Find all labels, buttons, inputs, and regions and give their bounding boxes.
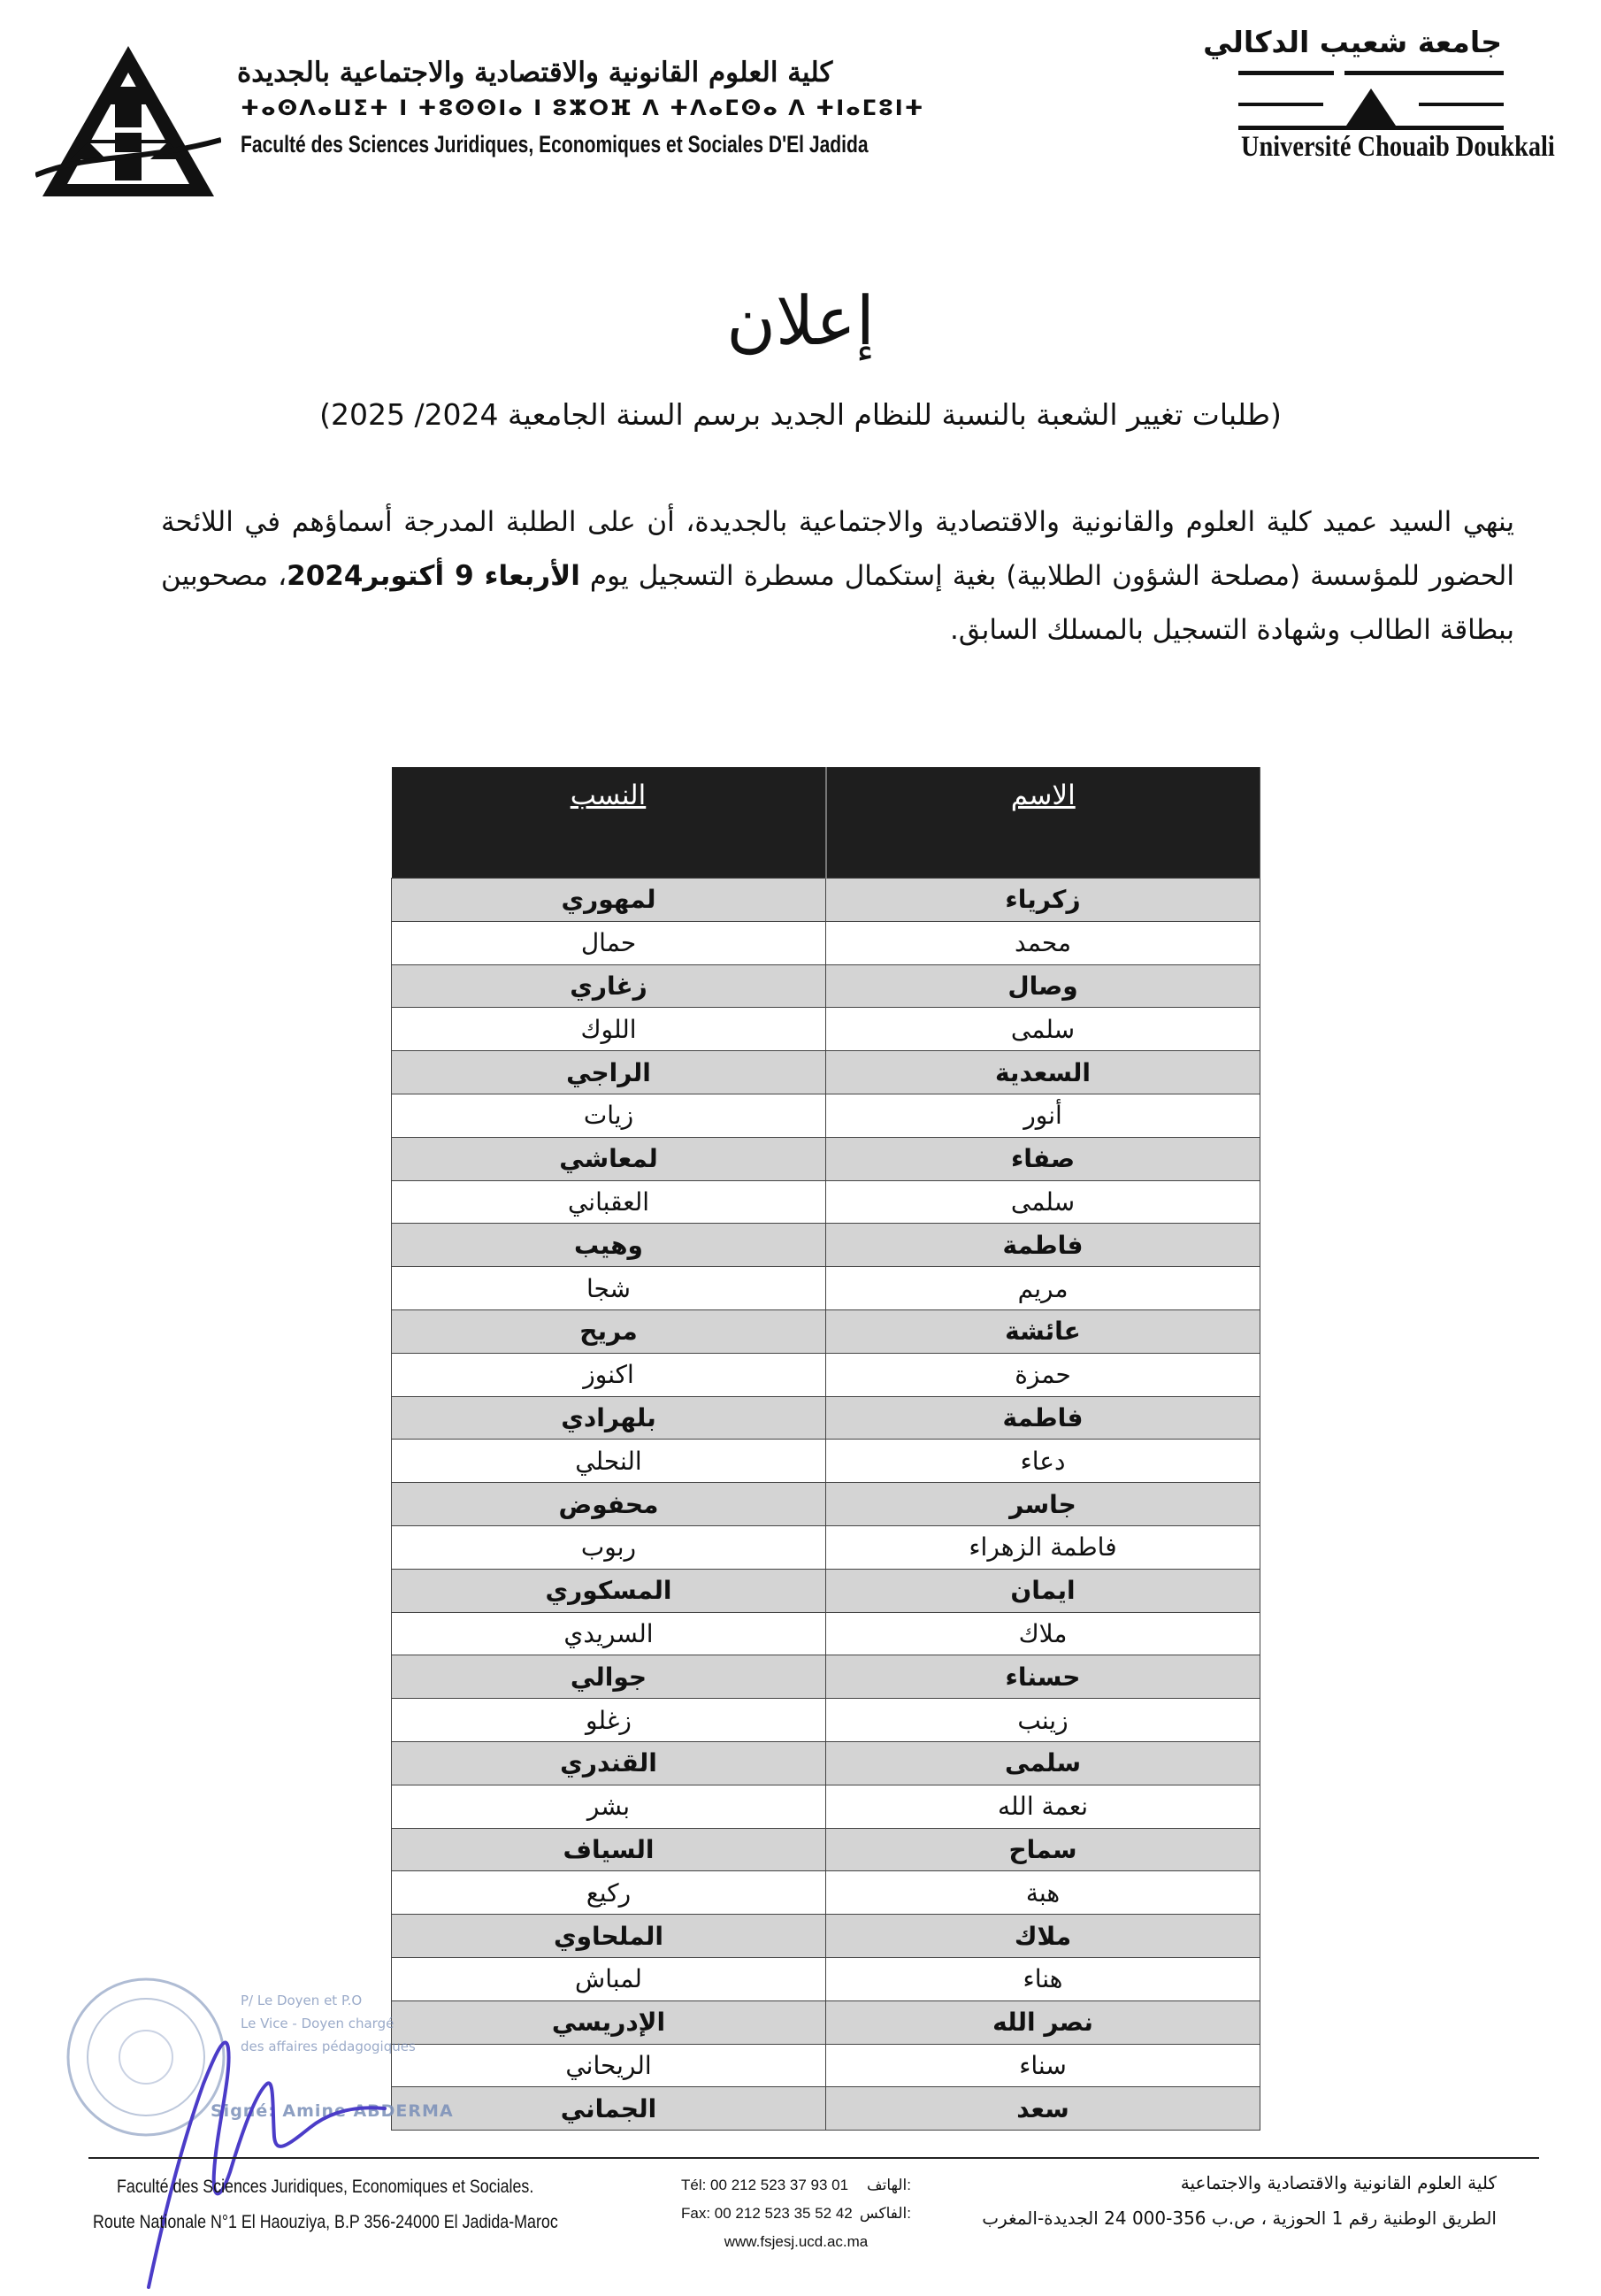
- cell-last-name: محفوض: [392, 1483, 826, 1526]
- cell-last-name: الريحاني: [392, 2044, 826, 2087]
- footer-divider: [88, 2157, 1539, 2159]
- table-row: [392, 921, 1260, 964]
- cell-last-name: العقباني: [392, 1180, 826, 1224]
- cell-first-name: فاطمة: [826, 1396, 1260, 1440]
- table-row: [392, 1396, 1260, 1440]
- university-logo: [1238, 64, 1504, 138]
- table-row: [392, 1785, 1260, 1828]
- cell-first-name: ايمان: [826, 1569, 1260, 1612]
- cell-last-name: وهيب: [392, 1224, 826, 1267]
- body-text-part1: ينهي السيد عميد كلية العلوم والقانونية والاقتصادية والاجتماعية بالجديدة، أن على الطلبة المدرجة أسماؤهم في اللائحة الحضور للمؤسسة (مصلحة الشؤون الطلابية) بغية إستكمال مسطرة التسجيل يوم: [161, 506, 1514, 592]
- body-text-part2: ، مصحوبين ببطاقة الطالب وشهادة التسجيل بالمسلك السابق.: [161, 560, 1514, 646]
- table-row: [392, 1224, 1260, 1267]
- table-row: [392, 1699, 1260, 1742]
- table-row: [392, 1051, 1260, 1094]
- cell-first-name: سلمى: [826, 1008, 1260, 1051]
- table-row: [392, 1569, 1260, 1612]
- footer-faculty-ar: كلية العلوم القانونية والاقتصادية والاجتماعية: [1180, 2172, 1497, 2193]
- table-row: [392, 1525, 1260, 1569]
- cell-last-name: اكنوز: [392, 1353, 826, 1396]
- faculty-logo: [35, 42, 221, 200]
- cell-first-name: فاطمة: [826, 1224, 1260, 1267]
- cell-last-name: القندري: [392, 1741, 826, 1785]
- cell-first-name: نعمة الله: [826, 1785, 1260, 1828]
- cell-last-name: النحلي: [392, 1440, 826, 1483]
- cell-first-name: سلمى: [826, 1180, 1260, 1224]
- cell-first-name: هناء: [826, 1957, 1260, 2000]
- cell-last-name: شجا: [392, 1267, 826, 1310]
- footer-address-ar: الطريق الوطنية رقم 1 الحوزية ، ص.ب 356-000 24 الجديدة-المغرب: [982, 2208, 1497, 2229]
- table-row: [392, 1267, 1260, 1310]
- cell-first-name: ملاك: [826, 1915, 1260, 1958]
- footer-faculty-fr: Faculté des Sciences Juridiques, Economiques et Sociales.: [117, 2177, 534, 2197]
- footer-fax-ar: الفاكس:: [859, 2205, 911, 2222]
- cell-last-name: لمباش: [392, 1957, 826, 2000]
- cell-first-name: سعد: [826, 2087, 1260, 2131]
- table-row: [392, 1828, 1260, 1871]
- table-row: [392, 1137, 1260, 1180]
- footer-website[interactable]: www.fsjesj.ucd.ac.ma: [724, 2233, 869, 2250]
- cell-last-name: زغلو: [392, 1699, 826, 1742]
- column-header-first-name: الاسم: [826, 767, 1260, 879]
- cell-first-name: دعاء: [826, 1440, 1260, 1483]
- table-row: [392, 1655, 1260, 1699]
- cell-first-name: حمزة: [826, 1353, 1260, 1396]
- cell-last-name: زيات: [392, 1094, 826, 1137]
- cell-first-name: سماح: [826, 1828, 1260, 1871]
- cell-first-name: زينب: [826, 1699, 1260, 1742]
- table-row: [392, 2044, 1260, 2087]
- cell-last-name: بلهرادي: [392, 1396, 826, 1440]
- body-date-bold: الأربعاء 9 أكتوبر2024: [287, 560, 580, 592]
- cell-last-name: ركيع: [392, 1871, 826, 1915]
- cell-last-name: السياف: [392, 1828, 826, 1871]
- faculty-name-french: Faculté des Sciences Juridiques, Economiques et Sociales D'El Jadida: [241, 131, 869, 157]
- footer-fax: Fax: 00 212 523 35 52 42: [681, 2205, 853, 2222]
- table-row: [392, 1915, 1260, 1958]
- table-row: [392, 2000, 1260, 2044]
- stamp-line-3: des affaires pédagogiques: [241, 2039, 416, 2054]
- cell-first-name: ملاك: [826, 1612, 1260, 1655]
- cell-first-name: زكرياء: [826, 879, 1260, 922]
- stamp-line-2: Le Vice - Doyen chargé: [241, 2016, 395, 2031]
- footer-tel: Tél: 00 212 523 37 93 01: [681, 2177, 849, 2193]
- footer-address-fr: Route Nationale N°1 El Haouziya, B.P 356-24000 El Jadida-Maroc: [93, 2212, 558, 2232]
- handwritten-signature: [133, 1995, 398, 2296]
- footer-contact: [681, 2171, 911, 2256]
- table-header-row: [392, 767, 1260, 879]
- cell-last-name: السريدي: [392, 1612, 826, 1655]
- cell-last-name: زغاري: [392, 964, 826, 1008]
- cell-first-name: عائشة: [826, 1309, 1260, 1353]
- faculty-name-tifinagh: ⵜⴰⵙⴷⴰⵡⵉⵜ ⵏ ⵜⵓⵙⵙⵏⴰ ⵏ ⵓⵣⵔⴼ ⴷ ⵜⴷⴰⵎⵙⴰ ⴷ ⵜⵏⴰⵎⵓⵏⵜ: [241, 96, 925, 120]
- cell-first-name: جاسر: [826, 1483, 1260, 1526]
- university-name-arabic: جامعة شعيب الدكالي: [1203, 25, 1502, 59]
- cell-first-name: فاطمة الزهراء: [826, 1525, 1260, 1569]
- cell-last-name: اللوك: [392, 1008, 826, 1051]
- table-body: [392, 879, 1260, 2131]
- table-row: [392, 1871, 1260, 1915]
- stamp-line-1: P/ Le Doyen et P.O: [241, 1993, 363, 2008]
- stamp-signatory: Signé: Amine ABDERMA: [211, 2101, 454, 2121]
- cell-last-name: جوالي: [392, 1655, 826, 1699]
- table-row: [392, 1094, 1260, 1137]
- cell-first-name: سلمى: [826, 1741, 1260, 1785]
- cell-first-name: أنور: [826, 1094, 1260, 1137]
- students-table: [391, 767, 1260, 2131]
- table-row: [392, 1483, 1260, 1526]
- cell-last-name: حمال: [392, 921, 826, 964]
- announcement-body: [161, 495, 1514, 657]
- announcement-subtitle: (طلبات تغيير الشعبة بالنسبة للنظام الجديد برسم السنة الجامعية 2024/ 2025): [319, 397, 1282, 432]
- cell-first-name: وصال: [826, 964, 1260, 1008]
- cell-first-name: السعدية: [826, 1051, 1260, 1094]
- table-row: [392, 1741, 1260, 1785]
- cell-first-name: مريم: [826, 1267, 1260, 1310]
- cell-last-name: لمعاشي: [392, 1137, 826, 1180]
- cell-last-name: ربوب: [392, 1525, 826, 1569]
- cell-last-name: المسكوري: [392, 1569, 826, 1612]
- faculty-name-arabic: كلية العلوم القانونية والاقتصادية والاجتماعية بالجديدة: [237, 57, 833, 88]
- cell-last-name: الجماني: [392, 2087, 826, 2131]
- cell-first-name: حسناء: [826, 1655, 1260, 1699]
- table-row: [392, 879, 1260, 922]
- cell-first-name: محمد: [826, 921, 1260, 964]
- table-row: [392, 964, 1260, 1008]
- cell-first-name: سناء: [826, 2044, 1260, 2087]
- table-row: [392, 1353, 1260, 1396]
- cell-last-name: بشر: [392, 1785, 826, 1828]
- table-row: [392, 2087, 1260, 2131]
- cell-last-name: لمهوري: [392, 879, 826, 922]
- footer-tel-ar: الهاتف:: [867, 2177, 911, 2193]
- table-row: [392, 1612, 1260, 1655]
- cell-last-name: الملحاوي: [392, 1915, 826, 1958]
- cell-last-name: الراجي: [392, 1051, 826, 1094]
- table-row: [392, 1957, 1260, 2000]
- table-row: [392, 1309, 1260, 1353]
- table-row: [392, 1180, 1260, 1224]
- cell-first-name: هبة: [826, 1871, 1260, 1915]
- cell-last-name: الإدريسي: [392, 2000, 826, 2044]
- column-header-last-name: النسب: [392, 767, 826, 879]
- table-row: [392, 1440, 1260, 1483]
- university-name-french: Université Chouaib Doukkali: [1241, 131, 1555, 163]
- announcement-title: إعلان: [726, 281, 875, 360]
- cell-first-name: صفاء: [826, 1137, 1260, 1180]
- cell-first-name: نصر الله: [826, 2000, 1260, 2044]
- cell-last-name: مريح: [392, 1309, 826, 1353]
- table-row: [392, 1008, 1260, 1051]
